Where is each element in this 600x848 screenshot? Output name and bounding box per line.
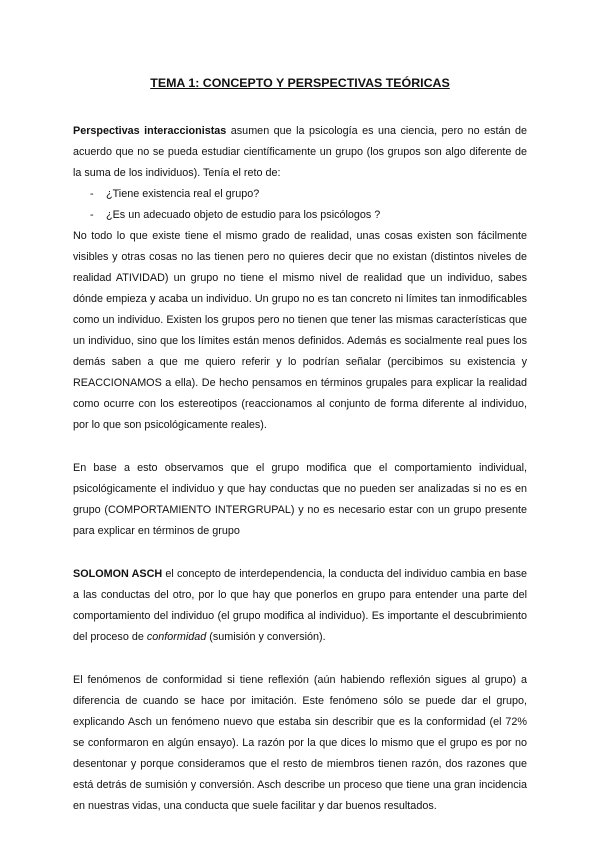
question-list <box>73 184 527 226</box>
text-asch-before: el concepto de interdependencia, la conducta del individuo cambia en base a las conductas del otro, por lo que hay que ponerlos en grupo para entender una parte del comportamiento del individuo (el grupo modifica al individuo). Es importante el descubrimiento del proceso de <box>73 568 527 643</box>
list-item: - ¿Es un adecuado objeto de estudio para los psicólogos ? <box>90 205 527 226</box>
paragraph-realidad: No todo lo que existe tiene el mismo grado de realidad, unas cosas existen son fácilmente visibles y otras cosas no las tienen pero no quieres decir que no existan (distintos niveles de realidad ATIVIDAD) un grupo no tiene el mismo nivel de realidad que un individuo, sabes dónde empieza y acaba un individuo. Un grupo no es tan concreto ni límites tan inmodificables como un individuo. Existen los grupos pero no tienen que tener las mismas características que un individuo, sino que los límites están menos definidos. Además es socialmente real pues los demás saben a que me quiero referir y lo podrían señalar (percibimos su existencia y REACCIONAMOS a ella). De hecho pensamos en términos grupales para explicar la realidad como ocurre con los estereotipos (reaccionamos al conjunto de forma diferente al individuo, por lo que son psicológicamente reales). <box>73 230 527 431</box>
page-title: TEMA 1: CONCEPTO Y PERSPECTIVAS TEÓRICAS <box>150 76 450 90</box>
text-asch-italic: conformidad <box>146 631 207 643</box>
text-asch-after: (sumisión y conversión). <box>206 631 326 643</box>
paragraph-interaccionistas <box>73 121 527 184</box>
paragraph-asch <box>73 564 527 648</box>
list-item: - ¿Tiene existencia real el grupo? <box>90 184 527 205</box>
lead-asch: SOLOMON ASCH <box>73 568 163 580</box>
paragraph-conformidad: El fenómenos de conformidad si tiene reflexión (aún habiendo reflexión sigues al grupo) a diferencia de cuando se hace por imitación. Este fenómeno sólo se puede dar el grupo, explicando Asch un fenómeno nuevo que estaba sin describir que es la conformidad (el 72% se conformaron en algún ensayo). La razón por la que dices lo mismo que el grupo es por no desentonar y porque consideramos que el resto de miembros tienen razón, dos razones que está detrás de sumisión y conversión. Asch describe un proceso que tiene una gran incidencia en nuestras vidas, una conducta que suele facilitar y dar buenos resultados. <box>73 674 527 812</box>
lead-interaccionistas: Perspectivas interaccionistas <box>73 125 227 137</box>
paragraph-comportamiento: En base a esto observamos que el grupo modifica que el comportamiento individual, psicológicamente el individuo y que hay conductas que no pueden ser analizadas si no es en grupo (COMPORTAMIENTO INTERGRUPAL) y no es necesario estar con un grupo presente para explicar en términos de grupo <box>73 462 527 537</box>
text-interaccionistas: asumen que la psicología es una ciencia, pero no están de acuerdo que no se pueda estudiar científicamente un grupo (los grupos son algo diferente de la suma de los individuos). Tenía el reto de: <box>73 125 527 179</box>
